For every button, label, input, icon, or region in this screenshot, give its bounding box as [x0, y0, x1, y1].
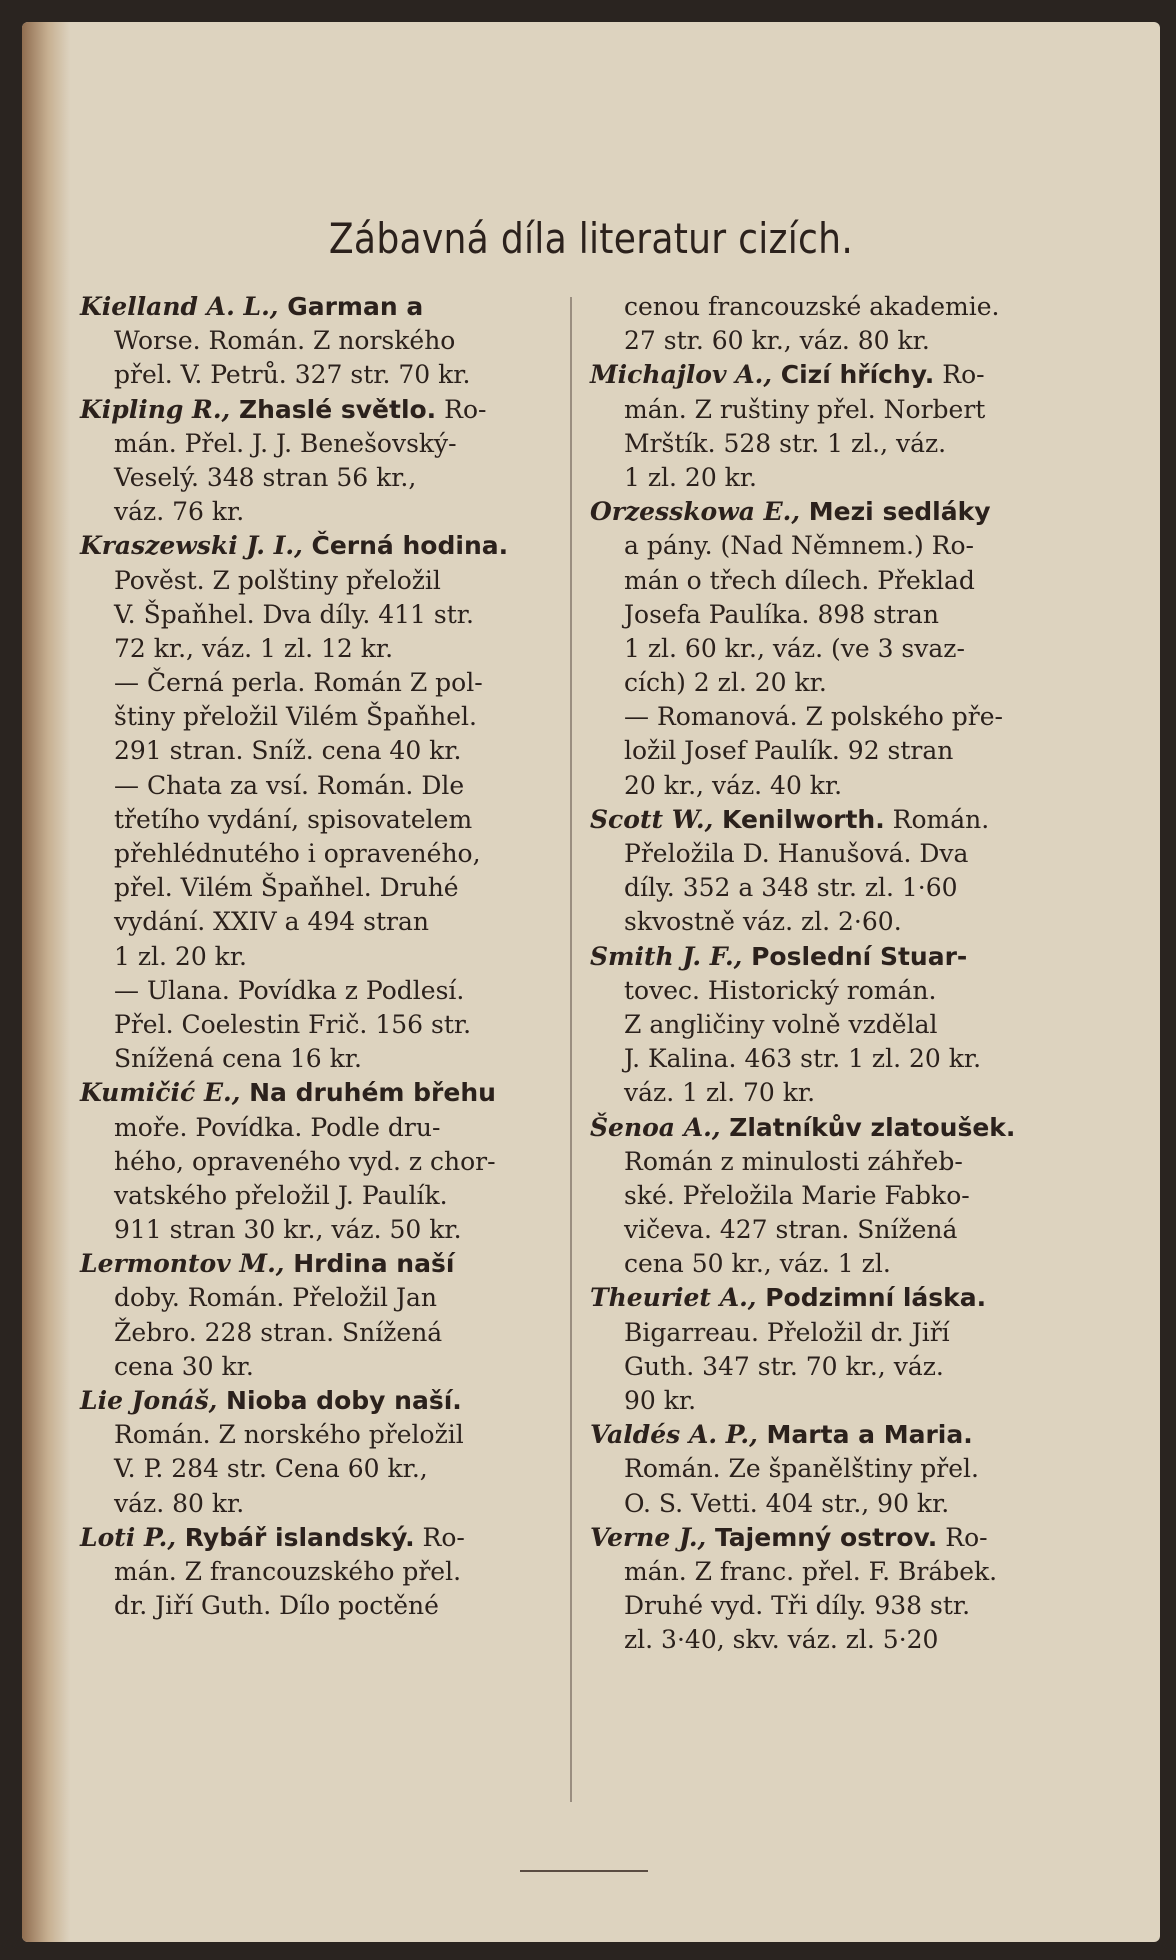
- entry-line: Přeložila D. Hanušová. Dva: [624, 839, 969, 868]
- entry-line: hého, opraveného vyd. z chor-: [114, 1146, 496, 1176]
- entry-text: Ro-: [937, 1522, 988, 1552]
- entry-line: štiny přeložil Vilém Špaňhel.: [114, 702, 477, 732]
- entry-line: 27 str. 60 kr., váz. 80 kr.: [624, 326, 930, 356]
- entry-text: Ro-: [414, 1522, 465, 1552]
- entry-line: Druhé vyd. Tři díly. 938 str.: [624, 1591, 971, 1621]
- entry-line: Pověst. Z polštiny přeložil: [114, 565, 441, 595]
- entry-title: Mezi sedláky: [800, 497, 991, 527]
- page-title: Zábavná díla literatur cizích.: [328, 214, 854, 263]
- entry-title: Cizí hříchy.: [772, 360, 935, 390]
- entry-author: Lermontov M.,: [80, 1249, 285, 1279]
- entry-line: ské. Přeložila Marie Fabko-: [624, 1180, 970, 1210]
- entry-line: 90 kr.: [624, 1386, 697, 1415]
- entry-line: doby. Román. Přeložil Jan: [114, 1283, 437, 1313]
- entry-line: díly. 352 a 348 str. zl. 1·60: [624, 873, 958, 903]
- entry-line: Román z minulosti záhřeb-: [624, 1146, 963, 1176]
- entry-author: Theuriet A.,: [590, 1283, 757, 1313]
- entry-heading: [80, 1384, 578, 1418]
- entry-line: 291 stran. Sníž. cena 40 kr.: [114, 736, 462, 766]
- entry-heading: [80, 1247, 578, 1281]
- entry-line: mán o třech dílech. Překlad: [624, 565, 975, 595]
- entry-line: 1 zl. 60 kr., váz. (ve 3 svaz-: [624, 633, 965, 663]
- entry-title: Podzimní láska.: [756, 1283, 987, 1313]
- entry-line: cích) 2 zl. 20 kr.: [624, 668, 827, 698]
- entry-line: vydání. XXIV a 494 stran: [114, 907, 429, 937]
- entry-line: Josefa Paulíka. 898 stran: [624, 599, 939, 629]
- entry-line: 20 kr., váz. 40 kr.: [624, 770, 843, 800]
- entry-title: Poslední Stuar-: [742, 941, 968, 971]
- entry-author: Kraszewski J. I.,: [80, 531, 303, 561]
- entry-line: váz. 1 zl. 70 kr.: [624, 1078, 816, 1108]
- entry-title: Tajemný ostrov.: [706, 1522, 938, 1552]
- entry-line: dr. Jiří Guth. Dílo poctěné: [114, 1591, 439, 1621]
- entry-line: V. Špaňhel. Dva díly. 411 str.: [114, 599, 474, 629]
- entry-line: moře. Povídka. Podle dru-: [114, 1112, 441, 1142]
- entry-line: vičeva. 427 stran. Snížená: [624, 1215, 958, 1245]
- entry-title: Nioba doby naší.: [217, 1386, 462, 1415]
- entry-line: a pány. (Nad Němnem.) Ro-: [624, 531, 974, 561]
- entry-heading: [590, 1281, 1074, 1315]
- entry-author: Smith J. F.,: [590, 941, 743, 971]
- entry-heading: [80, 290, 578, 324]
- entry-title: Kenilworth.: [713, 804, 885, 834]
- entry-line: přel. V. Petrů. 327 str. 70 kr.: [114, 360, 471, 390]
- entry-heading: [590, 1111, 1074, 1145]
- entry-line: Bigarreau. Přeložil dr. Jiří: [624, 1317, 950, 1347]
- entry-line: Worse. Román. Z norského: [114, 326, 456, 356]
- entry-line: třetího vydání, spisovatelem: [114, 804, 473, 834]
- entry-line: mán. Z ruštiny přel. Norbert: [624, 394, 986, 424]
- entry-line: 911 stran 30 kr., váz. 50 kr.: [114, 1215, 462, 1245]
- entry-text: Román.: [884, 804, 990, 834]
- entry-text: Ro-: [436, 394, 487, 424]
- entry-title: Rybář islandský.: [176, 1522, 415, 1552]
- entry-author: Loti P.,: [80, 1522, 177, 1552]
- entry-heading: [590, 803, 1074, 837]
- entry-line: 1 zl. 20 kr.: [624, 462, 757, 492]
- entry-line: Mrštík. 528 str. 1 zl., váz.: [624, 428, 947, 458]
- entry-line: skvostně váz. zl. 2·60.: [624, 907, 902, 937]
- page-binding-edge: [22, 22, 70, 1942]
- entry-heading: [590, 358, 1074, 392]
- entry-line: mán. Přel. J. J. Benešovský-: [114, 428, 457, 458]
- entry-line: Guth. 347 str. 70 kr., váz.: [624, 1351, 944, 1381]
- entry-line: přel. Vilém Špaňhel. Druhé: [114, 873, 459, 903]
- entry-title: Černá hodina.: [302, 531, 509, 561]
- entry-line: tovec. Historický román.: [624, 975, 937, 1005]
- entry-title: Marta a Maria.: [757, 1420, 973, 1450]
- entry-heading: [590, 940, 1074, 974]
- entry-line: Snížená cena 16 kr.: [114, 1044, 362, 1074]
- entry-author: Verne J.,: [590, 1522, 707, 1552]
- entry-line: mán. Z francouzského přel.: [114, 1556, 462, 1586]
- entry-line: — Černá perla. Román Z pol-: [114, 668, 483, 698]
- left-column: [80, 290, 578, 1623]
- entry-line: O. S. Vetti. 404 str., 90 kr.: [624, 1488, 950, 1518]
- entry-author: Michajlov A.,: [590, 360, 773, 390]
- entry-heading: [80, 1076, 578, 1110]
- entry-title: Zhaslé světlo.: [230, 394, 437, 424]
- entry-line: ložil Josef Paulík. 92 stran: [624, 736, 954, 766]
- entry-text: Ro-: [934, 360, 985, 390]
- entry-heading: [80, 393, 578, 427]
- entry-line: zl. 3·40, skv. váz. zl. 5·20: [624, 1625, 939, 1655]
- entry-heading: [590, 1418, 1074, 1452]
- entry-title: Hrdina naší: [284, 1249, 455, 1279]
- entry-line: vatského přeložil J. Paulík.: [114, 1180, 448, 1210]
- entry-author: Kumičić E.,: [80, 1078, 241, 1108]
- entry-line: 1 zl. 20 kr.: [114, 941, 247, 971]
- entry-line: Žebro. 228 stran. Snížená: [114, 1317, 443, 1347]
- entry-author: Šenoa A.,: [590, 1112, 721, 1142]
- right-column: [590, 290, 1074, 1658]
- entry-line: — Chata za vsí. Román. Dle: [114, 770, 465, 800]
- entry-line: J. Kalina. 463 str. 1 zl. 20 kr.: [624, 1044, 982, 1074]
- entry-author: Kielland A. L.,: [80, 292, 279, 321]
- entry-line: Román. Z norského přeložil: [114, 1420, 464, 1450]
- entry-line: — Ulana. Povídka z Podlesí.: [114, 975, 465, 1005]
- book-page: [22, 22, 1160, 1942]
- entry-line: Z angličiny volně vzdělal: [624, 1009, 938, 1039]
- entry-line: přehlédnutého i opraveného,: [114, 839, 481, 868]
- entry-line: váz. 76 kr.: [114, 497, 245, 527]
- entry-heading: [80, 529, 578, 563]
- entry-line: Veselý. 348 stran 56 kr.,: [114, 462, 417, 492]
- entry-author: Scott W.,: [590, 804, 714, 834]
- entry-line: Román. Ze španělštiny přel.: [624, 1454, 979, 1484]
- entry-line: cena 30 kr.: [114, 1351, 254, 1381]
- entry-title: Zlatníkův zlatoušek.: [720, 1112, 1016, 1142]
- end-rule: [520, 1870, 648, 1872]
- entry-line: V. P. 284 str. Cena 60 kr.,: [114, 1454, 428, 1484]
- entry-author: Orzesskowa E.,: [590, 497, 801, 527]
- entry-line: cenou francouzské akademie.: [624, 292, 1000, 321]
- entry-heading: [590, 495, 1074, 529]
- entry-line: váz. 80 kr.: [114, 1488, 245, 1518]
- entry-heading: [80, 1521, 578, 1555]
- entry-author: Valdés A. P.,: [590, 1420, 758, 1450]
- entry-heading: [590, 1521, 1074, 1555]
- entry-line: 72 kr., váz. 1 zl. 12 kr.: [114, 633, 394, 663]
- entry-author: Kipling R.,: [80, 394, 231, 424]
- entry-title: Garman a: [278, 292, 424, 321]
- entry-line: cena 50 kr., váz. 1 zl.: [624, 1249, 891, 1279]
- entry-line: mán. Z franc. přel. F. Brábek.: [624, 1556, 998, 1586]
- entry-line: — Romanová. Z polského pře-: [624, 702, 1003, 732]
- entry-author: Lie Jonáš,: [80, 1386, 218, 1415]
- column-divider: [570, 297, 572, 1802]
- entry-line: Přel. Coelestin Frič. 156 str.: [114, 1009, 472, 1039]
- entry-title: Na druhém břehu: [240, 1078, 496, 1108]
